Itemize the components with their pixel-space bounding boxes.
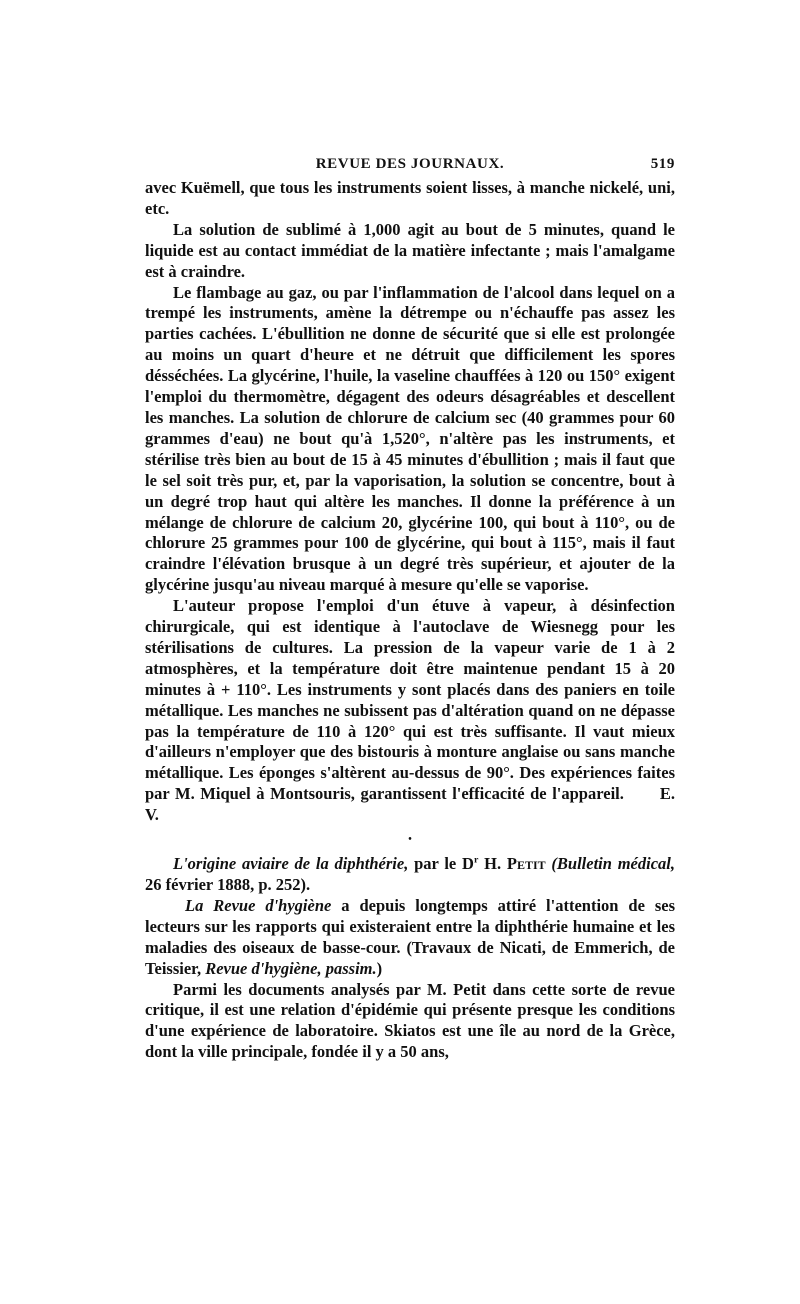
paragraph-etuve — [145, 596, 675, 826]
paragraph-etuve-text: L'auteur propose l'emploi d'un étuve à vapeur, à désinfection chirurgicale, qui est identique à l'autoclave de Wiesnegg pour les stérilisations de cultures. La pression de la vapeur varie de 1 à 2 atmosphères, et la température doit être maintenue pendant 15 à 20 minutes à + 110°. Les instruments y sont placés dans des paniers en toile métallique. Les manches ne subissent pas d'altération quand on ne dépasse pas la température de 110 à 120° qui est très suffisante. Il vaut mieux d'ailleurs n'employer que des bistouris à monture anglaise ou sans manche métallique. Les éponges s'altèrent au-dessus de 90°. Des expériences faites par M. Miquel à Montsouris, garantissent l'efficacité de l'appareil. — [145, 596, 675, 804]
signature: E. V. — [145, 784, 675, 825]
source-title: (Bulletin médical, — [551, 854, 675, 874]
running-header — [145, 150, 675, 178]
paragraph-flambage: Le flambage au gaz, ou par l'inflammation de l'alcool dans lequel on a trempé les instruments, amène la détrempe ou n'échauffe pas assez les parties cachées. L'ébullition ne donne de sécurité que si elle est prolongée au moins un quart d'heure et ne détruit que difficilement les spores désséchées. La glycérine, l'huile, la vaseline chauffées à 120 ou 150° exigent l'emploi du thermomètre, dégagent des odeurs désagréables et descellent les manches. La solution de chlorure de calcium sec (40 grammes pour 60 grammes d'eau) ne bout qu'à 1,520°, n'altère pas les instruments, et stérilise très bien au bout de 15 à 45 minutes d'ébullition ; mais il faut que le sel soit très pur, et, par la vaporisation, la solution se concentre, bout à un degré trop haut qui altère les manches. Il donne la préférence à un mélange de chlorure de calcium 20, glycérine 100, qui bout à 110°, ou de chlorure 25 grammes pour 100 de glycérine, qui bout à 115°, mais il faut craindre l'élévation brusque à un degré très supérieur, et ajouter de la glycérine jusqu'au niveau marqué à mesure qu'elle se vaporise. — [145, 282, 675, 595]
article-body — [145, 178, 675, 1063]
paragraph-continuation: avec Kuëmell, que tous les instruments soient lisses, à manche nickelé, uni, etc. — [145, 178, 675, 218]
journal-name: La Revue d'hygiène — [185, 895, 332, 915]
paragraph-sublime: La solution de sublimé à 1,000 agit au bout de 5 minutes, quand le liquide est au contact immédiat de la matière infectante ; mais l'amalgame est à craindre. — [145, 219, 675, 281]
article-by-sup: r — [473, 854, 479, 866]
article-heading — [145, 854, 675, 896]
article-title: L'origine aviaire de la diphthérie, — [173, 854, 409, 874]
source-date: 26 février 1888, p. 252). — [145, 875, 311, 894]
paragraph-revue-hygiene — [145, 896, 675, 980]
page-number: 519 — [650, 156, 675, 172]
journal-reference: Revue d'hygiène, passim. — [205, 958, 377, 978]
running-title: REVUE DES JOURNAUX. — [315, 156, 505, 172]
author-initial: H. — [484, 854, 502, 874]
author-name: Petit — [506, 854, 546, 874]
paragraph-skiatos: Parmi les documents analysés par M. Petit dans cette sorte de revue critique, il est une relation d'épidémie qui présente presque les conditions d'une expérience de laboratoire. Skiatos est une île au nord de la Grèce, dont la ville principale, fondée il y a 50 ans, — [145, 979, 675, 1062]
page — [145, 150, 675, 1063]
paren-close: ) — [376, 958, 383, 978]
section-separator: • — [408, 834, 412, 846]
article-by: par le D — [414, 854, 474, 874]
paragraph-revue-text: a depuis longtemps attiré l'attention de ses lecteurs sur les rapports qui existeraient entre la diphthérie humaine et les maladies des oiseaux de basse-cour. (Travaux de Nicati, de Emmerich, de Teissier, — [145, 895, 675, 978]
